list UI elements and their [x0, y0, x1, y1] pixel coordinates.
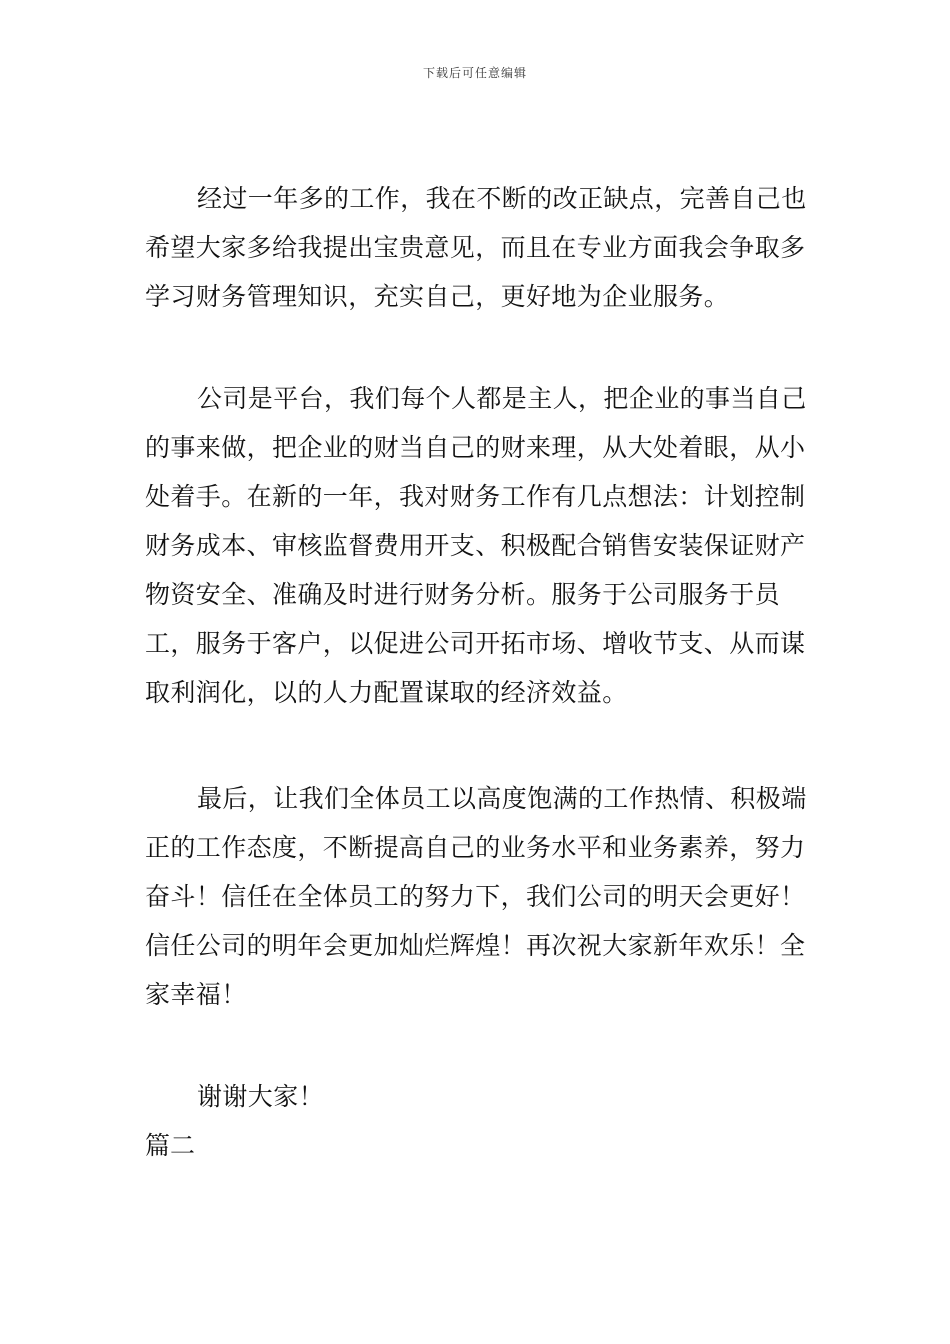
paragraph-closing-wishes: 最后，让我们全体员工以高度饱满的工作热情、积极端正的工作态度，不断提高自己的业务水平和业务素养，努力奋斗！信任在全体员工的努力下，我们公司的明天会更好！信任公司的明年会更加灿烂辉煌！再次祝大家新年欢乐！全家幸福！	[145, 784, 807, 1009]
paragraph-thanks: 谢谢大家！	[197, 1082, 325, 1111]
paragraph-self-improvement: 经过一年多的工作，我在不断的改正缺点，完善自己也希望大家多给我提出宝贵意见，而且在专业方面我会争取多学习财务管理知识，充实自己，更好地为企业服务。	[145, 184, 807, 311]
page-header-note: 下载后可任意编辑	[422, 66, 527, 80]
section-label: 篇二	[145, 1131, 196, 1160]
paragraph-finance-plans: 公司是平台，我们每个人都是主人，把企业的事当自己的事来做，把企业的财当自己的财来理，从大处着眼，从小处着手。在新的一年，我对财务工作有几点想法：计划控制财务成本、审核监督费用开支、积极配合销售安装保证财产物资安全、准确及时进行财务分析。服务于公司服务于员工，服务于客户，以促进公司开拓市场、增收节支、从而谋取利润化，以的人力配置谋取的经济效益。	[145, 384, 807, 707]
